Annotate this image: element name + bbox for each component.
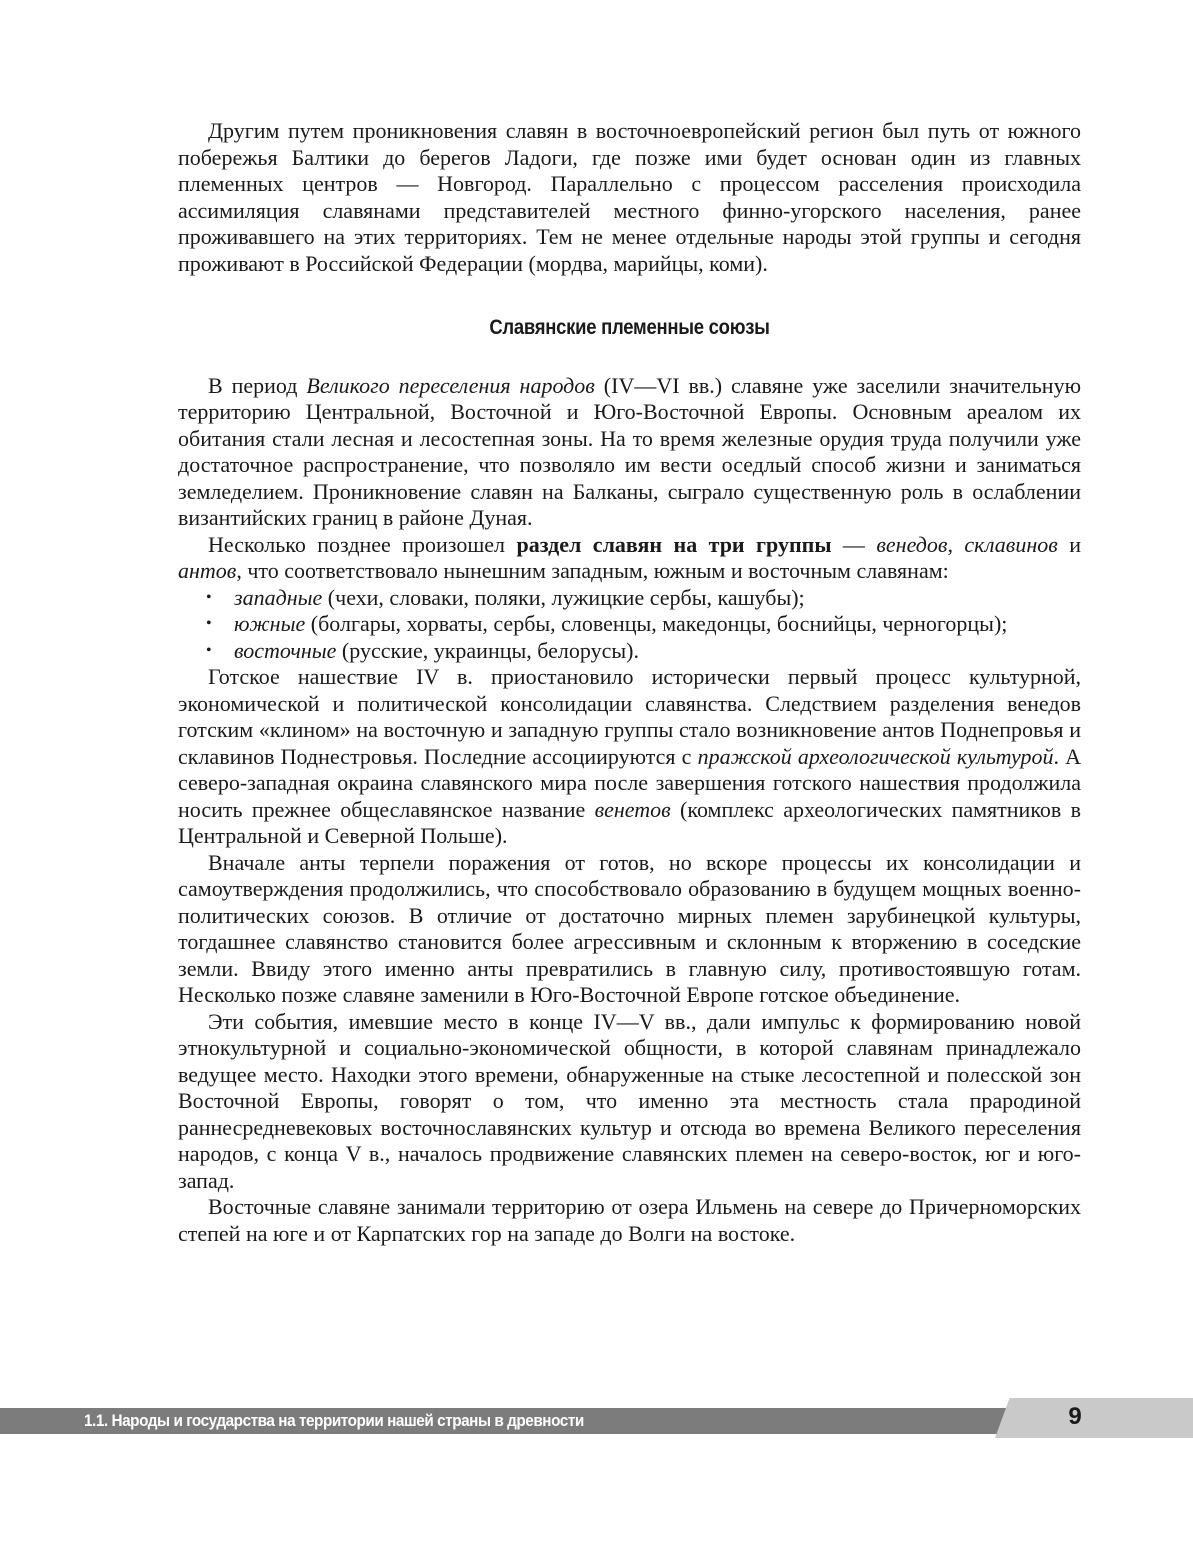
page-number: 9 xyxy=(1068,1403,1082,1430)
groups-list xyxy=(178,585,1081,665)
list-item xyxy=(178,585,1081,612)
list-item xyxy=(178,638,1081,665)
text-run: Готское нашествие IV в. приостановило исторически первый процесс культурной, экономической и политической консолидации славянства. Следствием разделения венедов готским «клином» на восточную и западную группы стало возникновение антов Поднепровья и склавинов Поднестровья. Последние ассоциируются с xyxy=(178,664,1081,769)
text-run: (чехи, словаки, поляки, лужицкие сербы, кашубы); xyxy=(322,584,805,610)
paragraph-gothic-invasion xyxy=(178,664,1081,850)
text-run: и xyxy=(1057,531,1081,557)
text-run: (болгары, хорваты, сербы, словенцы, македонцы, боснийцы, черногорцы); xyxy=(305,611,1008,636)
text-run: — xyxy=(831,531,877,557)
text-run: . А северо-западная окраина славянского мира после завершения готского нашествия продолжила носить прежнее общеславянское название xyxy=(178,743,1081,822)
bold-term: раздел славян на три группы xyxy=(516,531,832,557)
paragraph-antes: Вначале анты терпели поражения от готов, но вскоре процессы их консолидации и самоутверждения продолжились, что способствовало образованию в будущем мощных военно-политических союзов. В отличие от достаточно мирных племен зарубинецкой культуры, тогдашнее славянство становится более агрессивным и склонным к вторжению в соседские земли. Ввиду этого именно анты превратились в главную силу, противостоявшую готам. Несколько позже славяне заменили в Юго-Восточной Европе готское объединение. xyxy=(178,849,1081,1007)
bullet-icon: • xyxy=(206,615,212,632)
paragraph-three-groups xyxy=(178,532,1081,585)
italic-term: Великого переселения народов xyxy=(306,372,595,398)
intro-paragraph: Другим путем проникновения славян в восточноевропейский регион был путь от южного побережья Балтики до берегов Ладоги, где позже ими будет основан один из главных племенных центров — Новгород. Параллельно с процессом расселения происходила ассимиляция славянами представителей местного финно-угорского населения, ранее проживавшего на этих территориях. Тем не менее отдельные народы этой группы и сегодня проживают в Российской Федерации (мордва, марийцы, коми). xyxy=(178,118,1081,276)
bullet-icon: • xyxy=(206,588,212,606)
bullet-icon: • xyxy=(206,641,212,659)
text-run: Несколько позднее произошел xyxy=(208,531,517,557)
italic-term: западные xyxy=(234,584,323,610)
paragraph-migration xyxy=(178,373,1081,532)
italic-term: венедов, склавинов xyxy=(876,531,1058,557)
italic-term: пражской археологической культурой xyxy=(697,743,1054,769)
text-run: (IV—VI вв.) славяне уже заселили значительную территорию Центральной, Восточной и Юго-Восточной Европы. Основным ареалом их обитания стали лесная и лесостепная зоны. На то время железные орудия труда получили уже достаточное распространение, что позволяло им вести оседлый способ жизни и заниматься земледелием. Проникновение славян на Балканы, сыграло существенную роль в ослаблении византийских границ в районе Дуная. xyxy=(178,372,1082,530)
text-run: (русские, украинцы, белорусы). xyxy=(336,637,639,663)
list-item xyxy=(178,611,1081,638)
text-run: , что соответствовало нынешним западным, южным и восточным славянам: xyxy=(236,558,949,583)
text-run: В период xyxy=(208,372,307,398)
italic-term: южные xyxy=(234,611,306,636)
page-body xyxy=(178,118,1081,1247)
italic-term: антов xyxy=(178,558,237,583)
text-run: (комплекс археологических памятников в Центральной и Северной Польше). xyxy=(178,796,1082,848)
paragraph-events: Эти события, имевшие место в конце IV—V вв., дали импульс к формированию новой этнокультурной и социально-экономической общности, в которой славянам принадлежало ведущее место. Находки этого времени, обнаруженные на стыке лесостепной и полесской зон Восточной Европы, говорят о том, что именно эта местность стала прародиной раннесредневековых восточнославянских культур и отсюда во времена Великого переселения народов, с конца V в., началось продвижение славянских племен на северо-восток, юг и юго-запад. xyxy=(178,1008,1081,1193)
italic-term: венетов xyxy=(594,796,671,822)
italic-term: восточные xyxy=(234,637,337,663)
paragraph-territory: Восточные славяне занимали территорию от озера Ильмень на севере до Причерноморских степей на юге и от Карпатских гор на западе до Волги на востоке. xyxy=(178,1194,1081,1246)
footer-section-title: 1.1. Народы и государства на территории нашей страны в древности xyxy=(84,1411,584,1430)
section-heading: Славянские племенные союзы xyxy=(489,316,770,339)
